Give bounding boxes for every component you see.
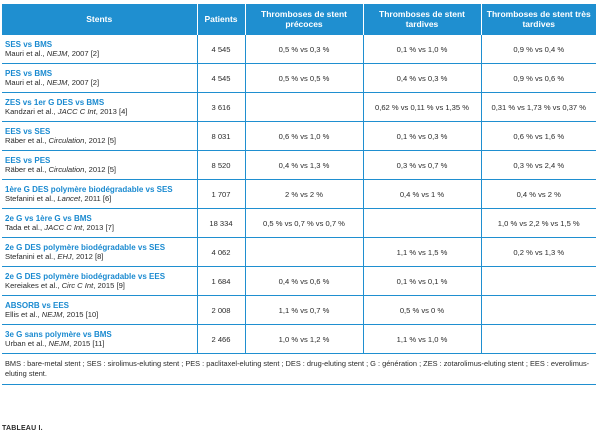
reference-journal: NEJM (46, 49, 68, 58)
stent-cell (2, 93, 197, 122)
reference-journal: Circulation (48, 165, 85, 174)
table-row (2, 325, 596, 354)
stent-comparison-title: ZES vs 1er G DES vs BMS (5, 98, 105, 107)
late-thrombosis: 0,1 % vs 1,0 % (363, 35, 481, 64)
reference-authors: Kandzari et al., (5, 107, 56, 116)
early-thrombosis: 1,1 % vs 0,7 % (245, 296, 363, 325)
stent-cell (2, 209, 197, 238)
patients-count: 2 466 (197, 325, 245, 354)
stent-reference (5, 339, 194, 348)
stent-cell (2, 180, 197, 209)
reference-journal: JACC C Int (57, 107, 96, 116)
header-very-late: Thromboses de stent très tardives (481, 4, 596, 35)
patients-count: 2 008 (197, 296, 245, 325)
header-stents: Stents (2, 4, 197, 35)
reference-year: , 2012 [8] (71, 252, 104, 261)
reference-journal: Circ C Int (61, 281, 94, 290)
late-thrombosis: 0,1 % vs 0,1 % (363, 267, 481, 296)
stent-comparison-title: PES vs BMS (5, 69, 53, 78)
reference-journal: NEJM (48, 339, 70, 348)
stent-cell (2, 296, 197, 325)
early-thrombosis (245, 238, 363, 267)
stent-cell (2, 325, 197, 354)
table-container (2, 4, 596, 385)
stent-cell (2, 64, 197, 93)
early-thrombosis: 1,0 % vs 1,2 % (245, 325, 363, 354)
early-thrombosis: 0,5 % vs 0,5 % (245, 64, 363, 93)
stent-cell (2, 122, 197, 151)
table-caption: TABLEAU I. (2, 425, 43, 432)
late-thrombosis: 0,4 % vs 0,3 % (363, 64, 481, 93)
table-row (2, 238, 596, 267)
reference-authors: Ellis et al., (5, 310, 40, 319)
late-thrombosis: 0,4 % vs 1 % (363, 180, 481, 209)
reference-year: , 2012 [5] (84, 165, 117, 174)
stent-cell (2, 35, 197, 64)
stent-reference (5, 49, 194, 58)
reference-year: , 2007 [2] (67, 49, 100, 58)
early-thrombosis: 0,5 % vs 0,7 % vs 0,7 % (245, 209, 363, 238)
reference-year: , 2013 [7] (82, 223, 114, 232)
early-thrombosis: 0,5 % vs 0,3 % (245, 35, 363, 64)
stent-cell (2, 151, 197, 180)
table-row (2, 122, 596, 151)
very-late-thrombosis (481, 296, 596, 325)
stent-thrombosis-table (2, 4, 596, 385)
reference-journal: Circulation (48, 136, 85, 145)
patients-count: 3 616 (197, 93, 245, 122)
table-row (2, 296, 596, 325)
stent-reference (5, 165, 194, 174)
abbreviations-note: BMS : bare-metal stent ; SES : sirolimus-eluting stent ; PES : paclitaxel-eluting stent ; DES : drug-eluting stent ; G : génération ; ZES : zotarolimus-eluting stent ; EES : everolimus-eluting stent. (2, 354, 596, 385)
stent-cell (2, 267, 197, 296)
stent-cell (2, 238, 197, 267)
very-late-thrombosis: 0,31 % vs 1,73 % vs 0,37 % (481, 93, 596, 122)
patients-count: 4 062 (197, 238, 245, 267)
late-thrombosis: 1,1 % vs 1,0 % (363, 325, 481, 354)
table-row (2, 64, 596, 93)
reference-authors: Mauri et al., (5, 78, 45, 87)
reference-year: , 2012 [5] (84, 136, 117, 145)
late-thrombosis: 1,1 % vs 1,5 % (363, 238, 481, 267)
reference-authors: Mauri et al., (5, 49, 45, 58)
early-thrombosis (245, 93, 363, 122)
stent-reference (5, 78, 194, 87)
reference-year: , 2015 [9] (93, 281, 125, 290)
patients-count: 1 707 (197, 180, 245, 209)
reference-authors: Kereiakes et al., (5, 281, 60, 290)
stent-comparison-title: 3e G sans polymère vs BMS (5, 330, 112, 339)
patients-count: 8 031 (197, 122, 245, 151)
reference-journal: NEJM (41, 310, 63, 319)
stent-reference (5, 136, 194, 145)
very-late-thrombosis: 0,3 % vs 2,4 % (481, 151, 596, 180)
very-late-thrombosis: 0,9 % vs 0,6 % (481, 64, 596, 93)
stent-reference (5, 223, 194, 232)
reference-year: , 2015 [11] (69, 339, 105, 348)
reference-journal: NEJM (46, 78, 68, 87)
table-row (2, 93, 596, 122)
stent-comparison-title: EES vs PES (5, 156, 51, 165)
reference-authors: Stefanini et al., (5, 252, 56, 261)
stent-comparison-title: SES vs BMS (5, 40, 53, 49)
patients-count: 8 520 (197, 151, 245, 180)
header-early: Thromboses de stent précoces (245, 4, 363, 35)
patients-count: 18 334 (197, 209, 245, 238)
patients-count: 4 545 (197, 64, 245, 93)
table-row (2, 209, 596, 238)
header-patients: Patients (197, 4, 245, 35)
reference-authors: Räber et al., (5, 136, 47, 145)
late-thrombosis: 0,62 % vs 0,11 % vs 1,35 % (363, 93, 481, 122)
early-thrombosis: 0,4 % vs 0,6 % (245, 267, 363, 296)
late-thrombosis (363, 209, 481, 238)
stent-reference (5, 281, 194, 290)
stent-reference (5, 252, 194, 261)
reference-authors: Urban et al., (5, 339, 47, 348)
table-row (2, 151, 596, 180)
patients-count: 4 545 (197, 35, 245, 64)
stent-reference (5, 194, 194, 203)
reference-year: , 2007 [2] (67, 78, 100, 87)
reference-authors: Tada et al., (5, 223, 43, 232)
stent-comparison-title: 2e G DES polymère biodégradable vs EES (5, 272, 166, 281)
table-row (2, 267, 596, 296)
stent-comparison-title: 2e G DES polymère biodégradable vs SES (5, 243, 166, 252)
late-thrombosis: 0,3 % vs 0,7 % (363, 151, 481, 180)
reference-year: , 2013 [4] (95, 107, 128, 116)
very-late-thrombosis: 0,9 % vs 0,4 % (481, 35, 596, 64)
very-late-thrombosis: 0,2 % vs 1,3 % (481, 238, 596, 267)
reference-year: , 2015 [10] (62, 310, 99, 319)
reference-journal: JACC C Int (44, 223, 83, 232)
very-late-thrombosis (481, 325, 596, 354)
reference-journal: EHJ (57, 252, 72, 261)
table-row (2, 35, 596, 64)
stent-comparison-title: EES vs SES (5, 127, 51, 136)
footer-row (2, 354, 596, 385)
stent-comparison-title: 1ère G DES polymère biodégradable vs SES (5, 185, 173, 194)
very-late-thrombosis: 0,4 % vs 2 % (481, 180, 596, 209)
header-row (2, 4, 596, 35)
reference-authors: Räber et al., (5, 165, 47, 174)
early-thrombosis: 0,4 % vs 1,3 % (245, 151, 363, 180)
reference-year: , 2011 [6] (80, 194, 112, 203)
stent-comparison-title: 2e G vs 1ère G vs BMS (5, 214, 92, 223)
very-late-thrombosis (481, 267, 596, 296)
patients-count: 1 684 (197, 267, 245, 296)
stent-comparison-title: ABSORB vs EES (5, 301, 70, 310)
stent-reference (5, 310, 194, 319)
table-row (2, 180, 596, 209)
very-late-thrombosis: 1,0 % vs 2,2 % vs 1,5 % (481, 209, 596, 238)
reference-authors: Stefanini et al., (5, 194, 56, 203)
stent-reference (5, 107, 194, 116)
early-thrombosis: 0,6 % vs 1,0 % (245, 122, 363, 151)
late-thrombosis: 0,1 % vs 0,3 % (363, 122, 481, 151)
late-thrombosis: 0,5 % vs 0 % (363, 296, 481, 325)
reference-journal: Lancet (57, 194, 81, 203)
header-late: Thromboses de stent tardives (363, 4, 481, 35)
very-late-thrombosis: 0,6 % vs 1,6 % (481, 122, 596, 151)
early-thrombosis: 2 % vs 2 % (245, 180, 363, 209)
